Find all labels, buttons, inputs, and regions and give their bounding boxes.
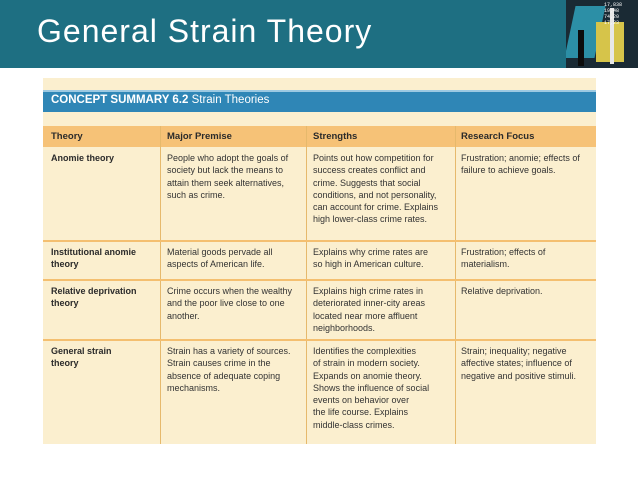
cell-line: affective states; influence of [461, 358, 572, 369]
column-header-focus: Research Focus [461, 131, 535, 142]
cell-line: society but lack the means to [167, 165, 284, 176]
slide-title: General Strain Theory [37, 13, 373, 49]
cell-line: Strain causes crime in the [167, 358, 271, 369]
cell-line: such as crime. [167, 189, 226, 200]
cell-line: Shows the influence of social [313, 382, 430, 393]
cell-line: General strain [51, 346, 112, 356]
decor-numbers [604, 2, 622, 26]
cell-line: People who adopt the goals of [167, 153, 289, 163]
decor-number: 17,23 [604, 20, 620, 26]
cell-line: can account for crime. Explains [313, 202, 439, 213]
cell-line: Explains why crime rates are [313, 247, 429, 257]
cell-strengths [313, 246, 459, 271]
cell-line: events on behavior over [313, 395, 410, 406]
cell-line: Strain has a variety of sources. [167, 346, 291, 356]
cell-line: success creates conflict and [313, 165, 426, 176]
cell-line: crime. Suggests that social [313, 177, 421, 188]
concept-summary-number: CONCEPT SUMMARY 6.2 [51, 94, 189, 106]
cell-premise [167, 246, 309, 271]
table-row [43, 148, 596, 240]
slide-title-bar [0, 0, 638, 68]
cell-theory [51, 246, 161, 271]
table-row [43, 242, 596, 279]
cell-line: Points out how competition for [313, 153, 434, 163]
decor-number: 17,838 [604, 2, 623, 8]
cell-line: failure to achieve goals. [461, 165, 556, 176]
concept-summary-header [43, 90, 596, 112]
cell-theory [51, 285, 161, 310]
decor-number: 74,20 [604, 14, 620, 20]
cell-line: neighborhoods. [313, 322, 376, 333]
cell-line: located near more affluent [313, 310, 418, 321]
cell-focus [461, 285, 593, 297]
cell-strengths [313, 345, 459, 431]
table-row [43, 281, 596, 339]
cell-line: Identifies the complexities [313, 346, 417, 356]
cell-line: high lower-class crime rates. [313, 214, 428, 225]
cell-line: Institutional anomie [51, 247, 137, 257]
cell-line: negative and positive stimuli. [461, 370, 577, 381]
cell-line: mechanisms. [167, 382, 221, 393]
decor-number: 19,48 [604, 8, 620, 14]
cell-line: aspects of American life. [167, 259, 265, 270]
table-header-row [43, 126, 596, 147]
cell-line: materialism. [461, 259, 510, 270]
cell-focus [461, 345, 593, 382]
cell-line: so high in American culture. [313, 259, 424, 270]
cell-line: conditions, and not personality, [313, 189, 437, 200]
cell-premise [167, 285, 309, 322]
concept-summary-subject: Strain Theories [191, 94, 270, 106]
concept-summary-title [51, 94, 269, 106]
cell-focus [461, 246, 593, 271]
cell-strengths [313, 152, 459, 226]
cell-line: Material goods pervade all [167, 247, 273, 257]
cell-line: Frustration; anomie; effects of [461, 153, 580, 163]
cell-line: Anomie theory [51, 153, 115, 163]
column-header-premise: Major Premise [167, 131, 232, 142]
cell-focus [461, 152, 593, 177]
cell-line: and the poor live close to one [167, 298, 285, 309]
cell-line: theory [51, 358, 79, 369]
column-header-theory: Theory [51, 131, 83, 142]
cell-theory [51, 152, 161, 164]
cell-line: Expands on anomie theory. [313, 370, 422, 381]
decor-shape [578, 30, 584, 66]
cell-line: attain them seek alternatives, [167, 177, 285, 188]
cell-strengths [313, 285, 459, 334]
table-row [43, 341, 596, 441]
cell-line: Frustration; effects of [461, 247, 546, 257]
cell-theory [51, 345, 161, 370]
cell-line: another. [167, 310, 200, 321]
cell-line: Strain; inequality; negative [461, 346, 567, 356]
cell-line: absence of adequate coping [167, 370, 281, 381]
cell-line: Explains high crime rates in [313, 286, 424, 296]
cell-premise [167, 345, 309, 394]
cell-line: theory [51, 259, 79, 270]
cell-premise [167, 152, 309, 201]
cell-line: middle-class crimes. [313, 419, 395, 430]
cell-line: deteriorated inner-city areas [313, 298, 426, 309]
cell-line: Crime occurs when the wealthy [167, 286, 293, 296]
cell-line: Relative deprivation. [461, 286, 543, 296]
cell-line: theory [51, 298, 79, 309]
decorative-photo-image [566, 0, 638, 68]
cell-line: Relative deprivation [51, 286, 137, 296]
cell-line: the life course. Explains [313, 407, 409, 418]
cell-line: of strain in modern society. [313, 358, 420, 369]
column-header-strengths: Strengths [313, 131, 358, 142]
